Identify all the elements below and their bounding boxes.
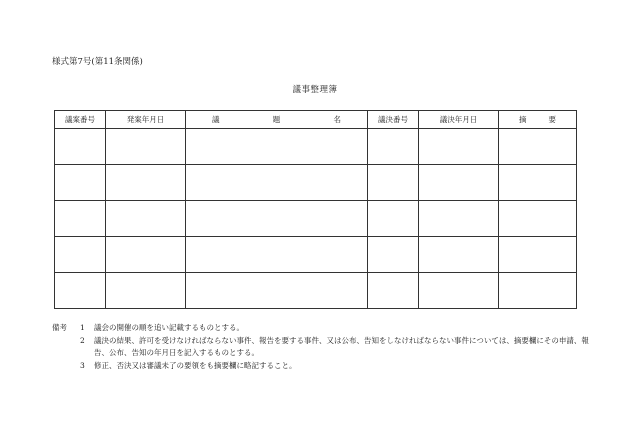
notes-section [52, 322, 592, 372]
cell-subject[interactable] [186, 201, 368, 237]
cell-bill-number[interactable] [55, 129, 106, 165]
note-text: 修正、否決又は審議未了の要領をも摘要欄に略記すること。 [94, 360, 297, 370]
note-number: 2 [80, 335, 85, 345]
header-subject-char: 名 [333, 115, 341, 124]
cell-summary[interactable] [499, 273, 577, 309]
header-submission-date: 発案年月日 [106, 111, 186, 129]
cell-resolution-number[interactable] [368, 165, 419, 201]
cell-bill-number[interactable] [55, 165, 106, 201]
cell-bill-number[interactable] [55, 201, 106, 237]
cell-submission-date[interactable] [106, 201, 186, 237]
header-subject [186, 111, 368, 129]
note-item [52, 360, 592, 373]
header-resolution-date: 議決年月日 [419, 111, 499, 129]
note-item [52, 335, 592, 360]
cell-subject[interactable] [186, 129, 368, 165]
note-text: 議会の開催の順を追い記載するものとする。 [94, 323, 244, 332]
header-summary-char: 要 [548, 115, 556, 124]
cell-submission-date[interactable] [106, 273, 186, 309]
cell-submission-date[interactable] [106, 165, 186, 201]
cell-resolution-date[interactable] [419, 237, 499, 273]
header-subject-char: 題 [272, 115, 281, 124]
note-number: 3 [80, 360, 85, 370]
header-resolution-number: 議決番号 [368, 111, 419, 129]
table-row [55, 129, 577, 165]
cell-resolution-date[interactable] [419, 201, 499, 237]
cell-resolution-date[interactable] [419, 129, 499, 165]
table-header-row [55, 111, 577, 129]
table-row [55, 201, 577, 237]
cell-summary[interactable] [499, 201, 577, 237]
cell-resolution-date[interactable] [419, 273, 499, 309]
cell-submission-date[interactable] [106, 237, 186, 273]
cell-summary[interactable] [499, 165, 577, 201]
cell-submission-date[interactable] [106, 129, 186, 165]
cell-resolution-number[interactable] [368, 273, 419, 309]
cell-resolution-date[interactable] [419, 165, 499, 201]
header-subject-char: 議 [212, 115, 220, 124]
table-row [55, 165, 577, 201]
form-number-label: 様式第7号(第11条関係) [52, 57, 143, 67]
cell-resolution-number[interactable] [368, 129, 419, 165]
cell-subject[interactable] [186, 165, 368, 201]
cell-resolution-number[interactable] [368, 237, 419, 273]
note-item [52, 322, 592, 335]
cell-bill-number[interactable] [55, 237, 106, 273]
cell-resolution-number[interactable] [368, 201, 419, 237]
register-table [54, 110, 577, 309]
header-summary-char: 摘 [519, 115, 527, 124]
cell-subject[interactable] [186, 273, 368, 309]
cell-bill-number[interactable] [55, 273, 106, 309]
cell-subject[interactable] [186, 237, 368, 273]
header-summary [499, 111, 577, 129]
note-text: 議決の結果、許可を受けなければならない事件、報告を要する事件、又は公布、告知をしなければならない事件については、摘要欄にその申請、報告、公布、告知の年月日を記入するものとする。 [94, 335, 589, 357]
note-number: 1 [80, 323, 85, 332]
table-row [55, 237, 577, 273]
cell-summary[interactable] [499, 237, 577, 273]
header-bill-number: 議案番号 [55, 111, 106, 129]
document-title: 議事整理簿 [292, 85, 338, 95]
cell-summary[interactable] [499, 129, 577, 165]
table-row [55, 273, 577, 309]
notes-heading: 備考 [52, 323, 67, 332]
